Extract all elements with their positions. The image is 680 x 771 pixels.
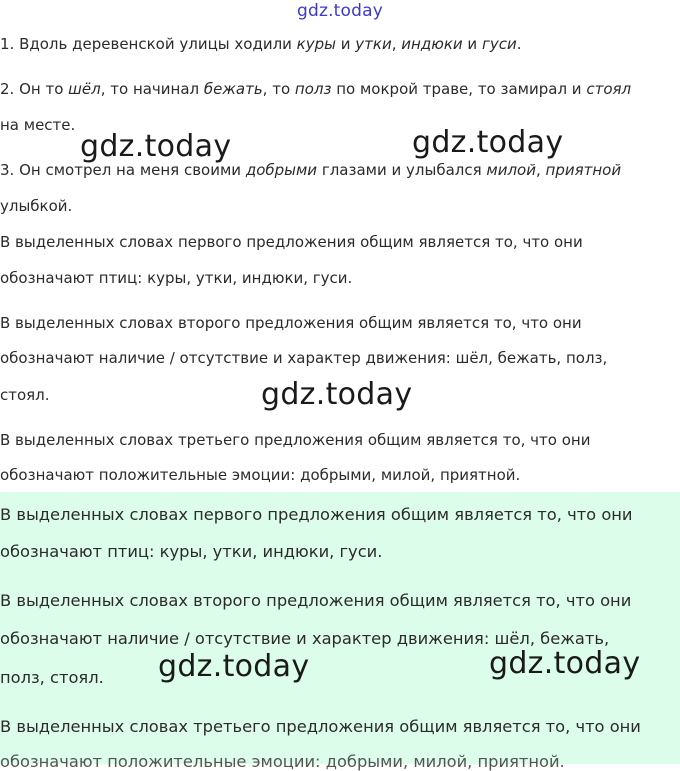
highlighted-word: утки [355, 35, 392, 53]
highlighted-word: шёл [68, 80, 101, 98]
highlighted-word: добрыми [245, 161, 318, 179]
highlighted-word: индюки [401, 35, 463, 53]
alt-answer-2-line-2: обозначают наличие / отсутствие и характер движения: шёл, бежать, [0, 629, 610, 648]
highlighted-word: куры [296, 35, 336, 53]
answer-2-line-1: В выделенных словах второго предложения общим является то, что они [0, 314, 582, 332]
watermark: gdz.today [412, 125, 564, 160]
watermark: gdz.today [261, 377, 413, 412]
sentence-text: Вдоль деревенской улицы ходили [19, 35, 297, 53]
answer-3-line-1: В выделенных словах третьего предложения общим является то, что они [0, 431, 591, 449]
alt-answer-3-line-2: обозначают положительные эмоции: добрыми, милой, приятной. [0, 752, 565, 771]
highlighted-word: приятной [545, 161, 622, 179]
sentence-number: 1. [0, 35, 15, 53]
alt-answer-2-line-3: полз, стоял. [0, 668, 104, 687]
site-logo[interactable]: gdz.today [296, 1, 384, 21]
sentence-2-cont: на месте. [0, 116, 76, 134]
sentence-3-cont: улыбкой. [0, 197, 73, 215]
alt-answer-1-line-2: обозначают птиц: куры, утки, индюки, гуси. [0, 542, 383, 561]
watermark: gdz.today [489, 646, 641, 681]
watermark: gdz.today [80, 129, 232, 164]
sentence-text: Он смотрел на меня своими [19, 161, 246, 179]
highlighted-word: полз [294, 80, 332, 98]
sentence-3: 3. Он смотрел на меня своими добрыми глазами и улыбался милой, приятной [0, 161, 622, 179]
alt-answer-1-line-1: В выделенных словах первого предложения общим является то, что они [0, 505, 633, 524]
highlighted-word: бежать [203, 80, 263, 98]
sentence-number: 3. [0, 161, 15, 179]
sentence-text: Он то [19, 80, 69, 98]
answer-2-line-2: обозначают наличие / отсутствие и характер движения: шёл, бежать, полз, [0, 349, 608, 367]
sentence-2: 2. Он то шёл, то начинал бежать, то полз по мокрой траве, то замирал и стоял [0, 80, 632, 98]
alt-answer-2-line-1: В выделенных словах второго предложения общим является то, что они [0, 591, 632, 610]
answer-1-line-1: В выделенных словах первого предложения общим является то, что они [0, 233, 583, 251]
alt-answer-3-line-1: В выделенных словах третьего предложения общим является то, что они [0, 717, 641, 736]
answer-3-line-2: обозначают положительные эмоции: добрыми, милой, приятной. [0, 466, 521, 484]
highlighted-word: стоял [586, 80, 632, 98]
sentence-number: 2. [0, 80, 15, 98]
sentence-1: 1. Вдоль деревенской улицы ходили куры и утки, индюки и гуси. [0, 35, 522, 53]
answer-2-line-3: стоял. [0, 386, 50, 404]
answer-1-line-2: обозначают птиц: куры, утки, индюки, гуси. [0, 269, 353, 287]
highlighted-word: гуси [481, 35, 517, 53]
watermark: gdz.today [158, 649, 310, 684]
highlighted-word: милой [486, 161, 536, 179]
